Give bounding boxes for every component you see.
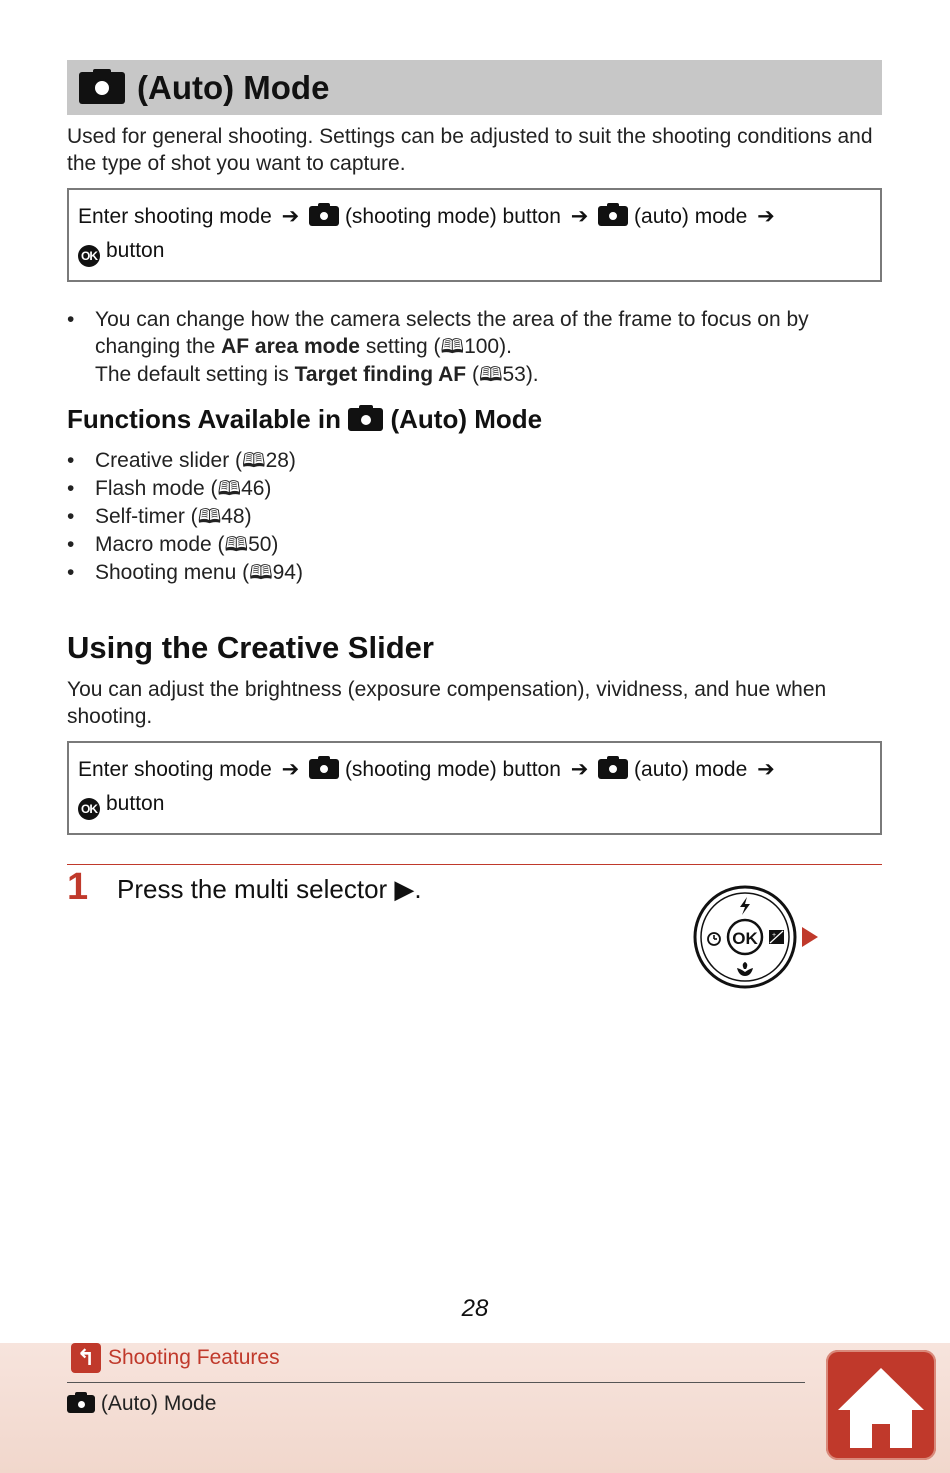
book-icon: 🕮: [197, 506, 222, 528]
functions-list: [67, 447, 882, 587]
arrow-icon: ➔: [281, 205, 300, 228]
page-ref-link[interactable]: 46: [241, 477, 265, 500]
arrow-icon: ➔: [570, 205, 589, 228]
book-icon: 🕮: [478, 364, 503, 386]
intro-text: Used for general shooting. Settings can be adjusted to suit the shooting conditions and the type of shot you want to capture.: [67, 125, 873, 175]
list-item: • Flash mode (🕮46): [67, 475, 882, 503]
page-ref-link[interactable]: 53: [502, 363, 526, 386]
nav-auto-mode: (auto) mode: [634, 205, 748, 228]
ok-label: OK: [732, 929, 758, 948]
home-button[interactable]: [826, 1350, 936, 1460]
nav-line-1: Enter shooting mode ➔ (shooting mode) button ➔ (auto) mode ➔: [78, 758, 775, 781]
camera-icon: [598, 206, 628, 226]
camera-icon: [79, 72, 125, 104]
nav-button-label: button: [106, 239, 165, 262]
setting-value: Target finding AF: [294, 363, 467, 386]
functions-heading: Functions Available in (Auto) Mode: [67, 404, 543, 434]
step-divider: [67, 864, 882, 865]
list-item: • Creative slider (🕮28): [67, 447, 882, 475]
page-ref-link[interactable]: 28: [265, 449, 289, 472]
list-item: • Self-timer (🕮48): [67, 503, 882, 531]
arrow-icon: ➔: [281, 758, 300, 781]
camera-icon: [309, 206, 339, 226]
camera-icon: [67, 1395, 95, 1413]
section-link[interactable]: Shooting Features: [108, 1346, 280, 1369]
page-ref-link[interactable]: 94: [272, 561, 296, 584]
nav-shooting-button: (shooting mode) button: [344, 205, 561, 228]
page-title: (Auto) Mode: [137, 68, 330, 106]
arrow-icon: ➔: [757, 758, 775, 781]
exposure-compensation-icon: [769, 930, 784, 944]
camera-icon: [309, 759, 339, 779]
camera-icon: [348, 408, 383, 431]
setting-name: AF area mode: [221, 335, 360, 358]
home-icon: [826, 1350, 936, 1460]
book-icon: 🕮: [217, 478, 242, 500]
navigation-path-box: [67, 188, 882, 282]
arrow-icon: ➔: [570, 758, 589, 781]
page-ref-link[interactable]: 48: [221, 505, 245, 528]
arrow-icon: ➔: [757, 205, 775, 228]
page-ref-link[interactable]: 50: [248, 533, 272, 556]
book-icon: 🕮: [249, 562, 273, 584]
ok-button-icon: OK: [78, 245, 100, 267]
list-item: • Macro mode (🕮50): [67, 531, 882, 559]
svg-text:+: +: [772, 932, 777, 939]
list-item: • You can change how the camera selects the area of the frame to focus on by changing the AF area mode setting (🕮100). The default setting is Target finding AF (🕮53).: [67, 306, 882, 389]
nav-line-1: [78, 200, 871, 234]
step-instruction: Press the multi selector ▶.: [117, 874, 422, 904]
page-number: 28: [461, 1295, 489, 1322]
page-ref-link[interactable]: 100: [464, 335, 500, 358]
book-icon: 🕮: [440, 336, 465, 358]
multi-selector-diagram: [690, 882, 825, 992]
back-arrow-icon[interactable]: ↰: [71, 1343, 101, 1373]
nav-line-2: [78, 234, 871, 268]
camera-icon: [598, 759, 628, 779]
step-number: 1: [67, 866, 89, 908]
navigation-path-box: [67, 741, 882, 835]
breadcrumb[interactable]: (Auto) Mode: [67, 1392, 216, 1416]
right-arrow-icon: [802, 927, 818, 947]
book-icon: 🕮: [242, 450, 266, 472]
nav-line-2: OK button: [78, 787, 871, 821]
page-title-bar: [67, 60, 882, 115]
slider-text: You can adjust the brightness (exposure compensation), vividness, and hue when shooting.: [67, 678, 827, 728]
nav-enter: Enter shooting mode: [78, 205, 272, 228]
ok-button-icon: OK: [78, 798, 100, 820]
footer-divider: [67, 1382, 805, 1383]
list-item: • Shooting menu (🕮94): [67, 559, 882, 587]
af-tip-list: [67, 306, 882, 389]
slider-heading: Using the Creative Slider: [67, 630, 434, 665]
book-icon: 🕮: [224, 534, 249, 556]
